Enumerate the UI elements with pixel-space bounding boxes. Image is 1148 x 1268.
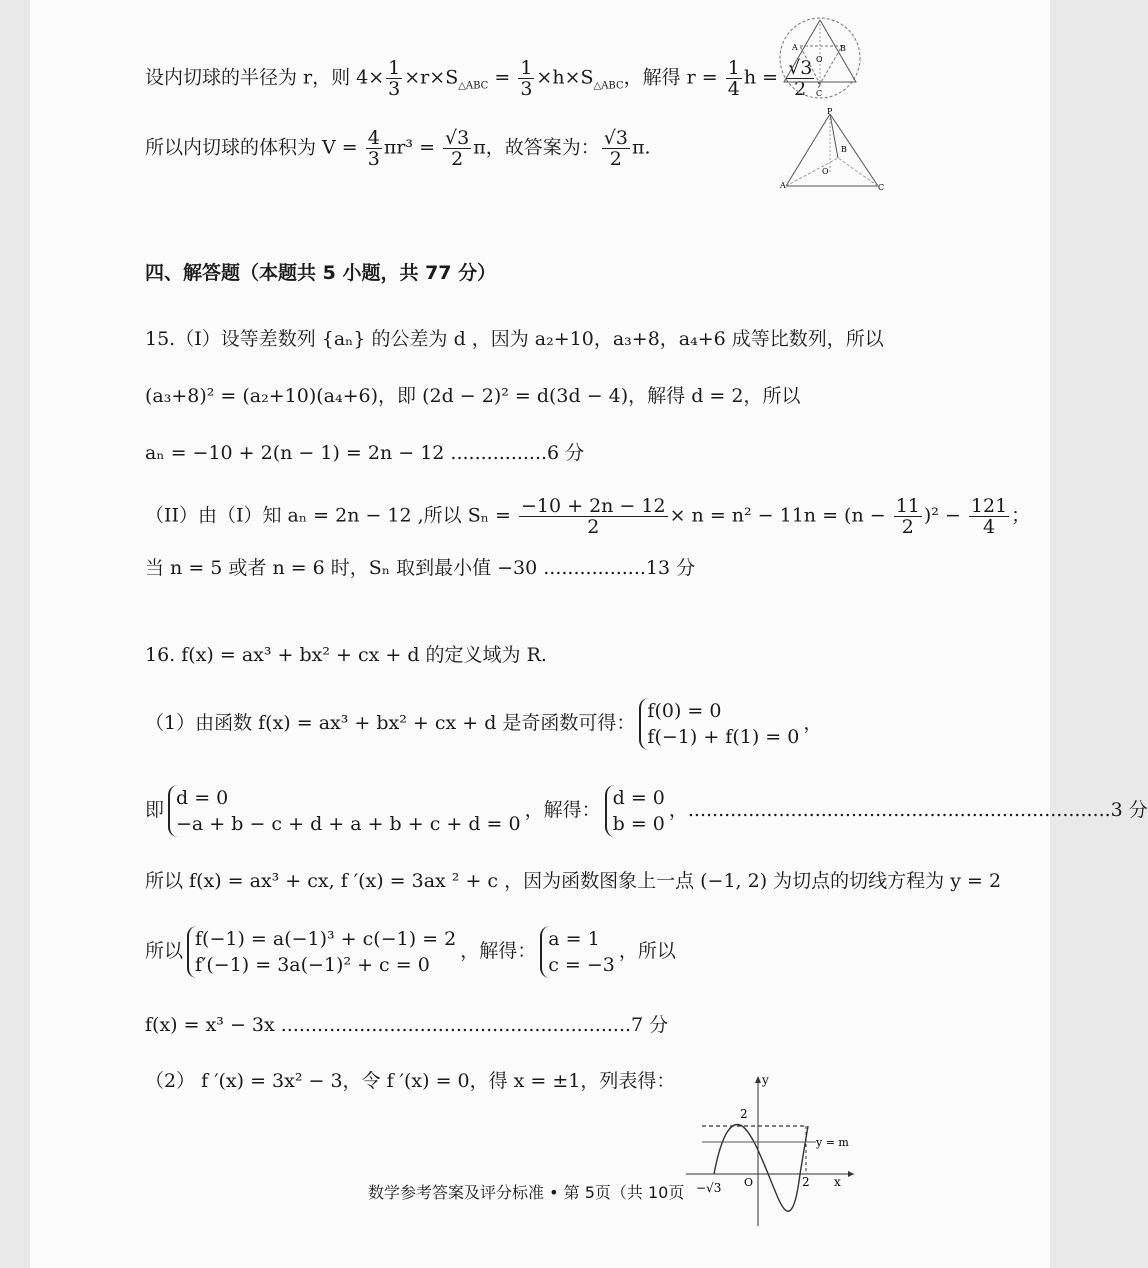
fraction: $\frac{1}{3}$ — [388, 57, 401, 100]
x-tick-2: 2 — [802, 1175, 810, 1189]
page-footer: 数学参考答案及评分标准 • 第 5页（共 10页 — [368, 1183, 685, 1202]
fraction: $\frac{√3}{2}$ — [788, 57, 813, 100]
q15-line-4: （II）由（I）知 aₙ = 2n − 12 ,所以 Sₙ = $\frac{-10 + 2n - 12}{2}$ × n = n² − 11n = (n − $\frac{11}{2}$ )² − $\frac{121}{4}$ ； — [145, 495, 1031, 538]
label-a: A — [780, 181, 786, 190]
q16-line-7: （2） f ′(x) = 3x² − 3，令 f ′(x) = 0，得 x = ±1，列表得： — [145, 1070, 676, 1092]
label-c: C — [878, 183, 885, 192]
tetrahedron-figure — [780, 106, 886, 192]
fraction: $\frac{1}{4}$ — [727, 57, 740, 100]
y-equals-m-label: y = m — [816, 1136, 849, 1149]
label-a: A — [792, 43, 798, 52]
x-tick-neg-root3: −√3 — [696, 1181, 722, 1195]
triangle-in-circle-figure — [778, 14, 864, 102]
inscribed-sphere-radius-line: 设内切球的半径为 r，则 4× $\frac{1}{3}$ $\times r\times S_{\triangle ABC}$ = $\frac{1}{3}$ $\times h\times S_{\triangle ABC}$，解得 r = $\frac{1}{4}$ h = $\frac{√3}{2}$ ， — [145, 57, 836, 100]
label-o: O — [822, 167, 829, 176]
fraction: $\frac{√3}{2}$ — [445, 127, 470, 170]
q16-line-1: 16. f(x) = ax³ + bx² + cx + d 的定义域为 R. — [145, 644, 547, 666]
equation-system: d = 0 −a + b − c + d + a + b + c + d = 0 — [168, 785, 521, 837]
curve — [714, 1125, 808, 1212]
label-b: B — [841, 145, 847, 154]
section-heading: 四、解答题（本题共 5 小题，共 77 分） — [145, 262, 497, 284]
equation-system: f(−1) = a(−1)³ + c(−1) = 2 f′(−1) = 3a(−1)² + c = 0 — [187, 926, 456, 978]
fraction: $\frac{-10 + 2n - 12}{2}$ — [520, 495, 666, 538]
q16-line-4: 所以 f(x) = ax³ + cx, f ′(x) = 3ax ² + c ，因为函数图象上一点 (−1, 2) 为切点的切线方程为 y = 2 — [145, 870, 1002, 892]
fraction: $\frac{√3}{2}$ — [603, 127, 628, 170]
q15-line-3: aₙ = −10 + 2(n − 1) = 2n − 12 ................6 分 — [145, 442, 585, 464]
fraction: $\frac{1}{3}$ — [520, 57, 533, 100]
q15-line-1: 15.（I）设等差数列 {aₙ} 的公差为 d ，因为 a₂+10，a₃+8，a₄+6 成等比数列，所以 — [145, 328, 884, 350]
label-b: B — [840, 44, 846, 53]
q16-line-2: （1）由函数 f(x) = ax³ + bx² + cx + d 是奇函数可得： f(0) = 0 f(−1) + f(1) = 0 ， — [145, 700, 823, 748]
y-label: y — [762, 1073, 769, 1087]
q15-line-2: (a₃+8)² = (a₂+10)(a₄+6)，即 (2d − 2)² = d(3d − 4)，解得 d = 2，所以 — [145, 385, 801, 407]
fraction: $\frac{4}{3}$ — [367, 127, 380, 170]
label-c: C — [816, 89, 823, 98]
fraction: $\frac{121}{4}$ — [970, 495, 1008, 538]
label-p: P — [827, 107, 833, 116]
fraction: $\frac{11}{2}$ — [895, 495, 920, 538]
equation-system: d = 0 b = 0 — [605, 785, 665, 837]
q16-line-5: 所以 f(−1) = a(−1)³ + c(−1) = 2 f′(−1) = 3a(−1)² + c = 0 ，解得： a = 1 c = −3 ，所以 — [145, 928, 676, 976]
text: 设内切球的半径为 r，则 4× — [145, 66, 385, 89]
q15-line-5: 当 n = 5 或者 n = 6 时，Sₙ 取到最小值 −30 .................13 分 — [145, 557, 696, 579]
y-tick-2: 2 — [740, 1107, 748, 1121]
origin-label: O — [744, 1176, 754, 1189]
equation-system: f(0) = 0 f(−1) + f(1) = 0 — [639, 698, 799, 750]
sphere-volume-line: 所以内切球的体积为 V = $\frac{4}{3}$ πr³ = $\frac{√3}{2}$ π，故答案为： $\frac{√3}{2}$ π. — [145, 127, 651, 170]
label-o: O — [816, 55, 823, 64]
cubic-function-graph — [682, 1070, 862, 1230]
q16-line-6: f(x) = x³ − 3x ..........................................................7 分 — [145, 1014, 669, 1036]
q16-line-3: 即 d = 0 −a + b − c + d + a + b + c + d = 0 ，解得： d = 0 b = 0 ，......................................................................3 分 — [145, 787, 1148, 835]
equation-system: a = 1 c = −3 — [540, 926, 615, 978]
x-label: x — [834, 1175, 841, 1189]
